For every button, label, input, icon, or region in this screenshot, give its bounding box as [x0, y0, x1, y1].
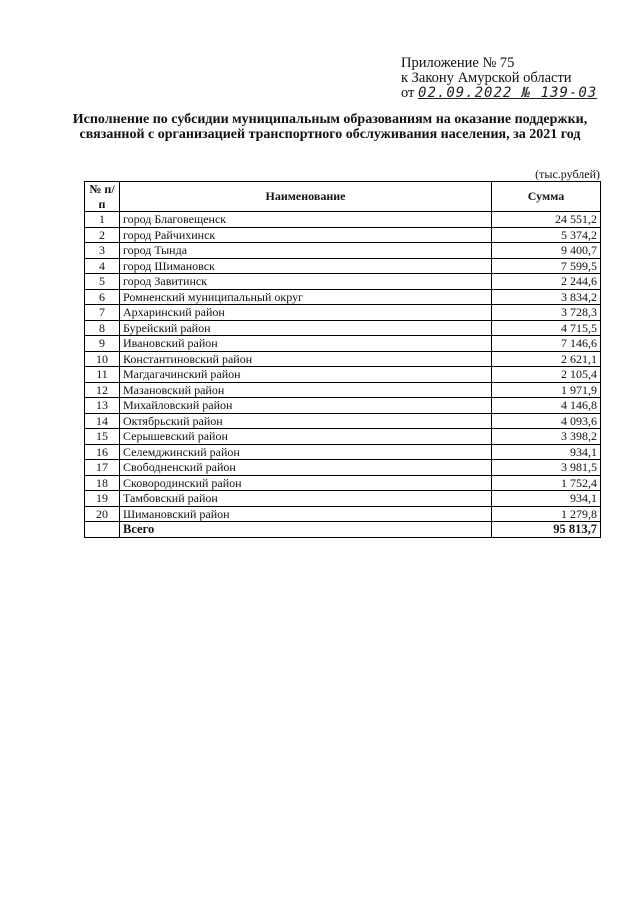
- appendix-date-line: [401, 86, 597, 101]
- row-sum: 4 146,8: [492, 398, 601, 414]
- row-name: Свободненский район: [120, 460, 492, 476]
- row-name: Селемджинский район: [120, 444, 492, 460]
- row-sum: 2 244,6: [492, 274, 601, 290]
- row-name: Сковородинский район: [120, 475, 492, 491]
- row-number: 9: [85, 336, 120, 352]
- table-row: [85, 444, 601, 460]
- appendix-date-prefix: от: [401, 85, 415, 101]
- row-name: город Благовещенск: [120, 212, 492, 228]
- row-number: 5: [85, 274, 120, 290]
- row-number: 18: [85, 475, 120, 491]
- table-row: [85, 351, 601, 367]
- document-title: Исполнение по субсидии муниципальным образованиям на оказание поддержки, связанной с организацией транспортного обслуживания населения, за 2021 год: [72, 112, 588, 142]
- row-name: Серышевский район: [120, 429, 492, 445]
- row-sum: 1 279,8: [492, 506, 601, 522]
- table-row: [85, 398, 601, 414]
- total-empty-cell: [85, 522, 120, 538]
- table-body: [85, 212, 601, 522]
- row-name: Ромненский муниципальный округ: [120, 289, 492, 305]
- row-number: 15: [85, 429, 120, 445]
- row-sum: 3 728,3: [492, 305, 601, 321]
- handwritten-date-number: 02.09.2022 № 139-03: [418, 85, 598, 101]
- row-number: 11: [85, 367, 120, 383]
- row-sum: 4 093,6: [492, 413, 601, 429]
- row-name: Тамбовский район: [120, 491, 492, 507]
- header-name: Наименование: [120, 182, 492, 212]
- table-row: [85, 506, 601, 522]
- row-sum: 7 599,5: [492, 258, 601, 274]
- row-sum: 2 105,4: [492, 367, 601, 383]
- row-name: Константиновский район: [120, 351, 492, 367]
- row-sum: 4 715,5: [492, 320, 601, 336]
- row-name: город Тында: [120, 243, 492, 259]
- row-sum: 1 971,9: [492, 382, 601, 398]
- row-number: 16: [85, 444, 120, 460]
- row-number: 8: [85, 320, 120, 336]
- row-number: 12: [85, 382, 120, 398]
- row-sum: 3 398,2: [492, 429, 601, 445]
- table-row: [85, 382, 601, 398]
- table-row: [85, 336, 601, 352]
- row-sum: 934,1: [492, 444, 601, 460]
- unit-label: (тыс.рублей): [535, 167, 600, 181]
- row-sum: 2 621,1: [492, 351, 601, 367]
- row-number: 4: [85, 258, 120, 274]
- row-name: Бурейский район: [120, 320, 492, 336]
- row-number: 3: [85, 243, 120, 259]
- total-row: [85, 522, 601, 538]
- table-header-row: [85, 182, 601, 212]
- table-row: [85, 429, 601, 445]
- row-number: 17: [85, 460, 120, 476]
- table-row: [85, 320, 601, 336]
- table-row: [85, 413, 601, 429]
- appendix-law-reference: к Закону Амурской области: [401, 70, 572, 86]
- row-sum: 1 752,4: [492, 475, 601, 491]
- table-row: [85, 274, 601, 290]
- row-name: Ивановский район: [120, 336, 492, 352]
- table-row: [85, 475, 601, 491]
- row-number: 19: [85, 491, 120, 507]
- table-row: [85, 367, 601, 383]
- table-row: [85, 212, 601, 228]
- row-name: город Завитинск: [120, 274, 492, 290]
- row-name: Мазановский район: [120, 382, 492, 398]
- table-row: [85, 258, 601, 274]
- row-name: Шимановский район: [120, 506, 492, 522]
- row-number: 10: [85, 351, 120, 367]
- row-name: город Шимановск: [120, 258, 492, 274]
- row-number: 14: [85, 413, 120, 429]
- row-sum: 5 374,2: [492, 227, 601, 243]
- row-name: Октябрьский район: [120, 413, 492, 429]
- table-row: [85, 243, 601, 259]
- row-number: 2: [85, 227, 120, 243]
- row-sum: 934,1: [492, 491, 601, 507]
- table-row: [85, 289, 601, 305]
- table-row: [85, 305, 601, 321]
- row-sum: 7 146,6: [492, 336, 601, 352]
- subsidy-table: [84, 181, 601, 538]
- row-sum: 3 981,5: [492, 460, 601, 476]
- table-row: [85, 227, 601, 243]
- row-sum: 24 551,2: [492, 212, 601, 228]
- row-number: 13: [85, 398, 120, 414]
- row-sum: 9 400,7: [492, 243, 601, 259]
- table-row: [85, 460, 601, 476]
- total-label: Всего: [120, 522, 492, 538]
- table-row: [85, 491, 601, 507]
- row-number: 1: [85, 212, 120, 228]
- total-sum: 95 813,7: [492, 522, 601, 538]
- header-sum: Сумма: [492, 182, 601, 212]
- row-number: 20: [85, 506, 120, 522]
- appendix-block: [401, 56, 597, 101]
- row-number: 6: [85, 289, 120, 305]
- appendix-number: Приложение № 75: [401, 55, 515, 71]
- row-name: город Райчихинск: [120, 227, 492, 243]
- row-name: Михайловский район: [120, 398, 492, 414]
- row-name: Архаринский район: [120, 305, 492, 321]
- row-number: 7: [85, 305, 120, 321]
- row-name: Магдагачинский район: [120, 367, 492, 383]
- row-sum: 3 834,2: [492, 289, 601, 305]
- header-number: № п/п: [85, 182, 120, 212]
